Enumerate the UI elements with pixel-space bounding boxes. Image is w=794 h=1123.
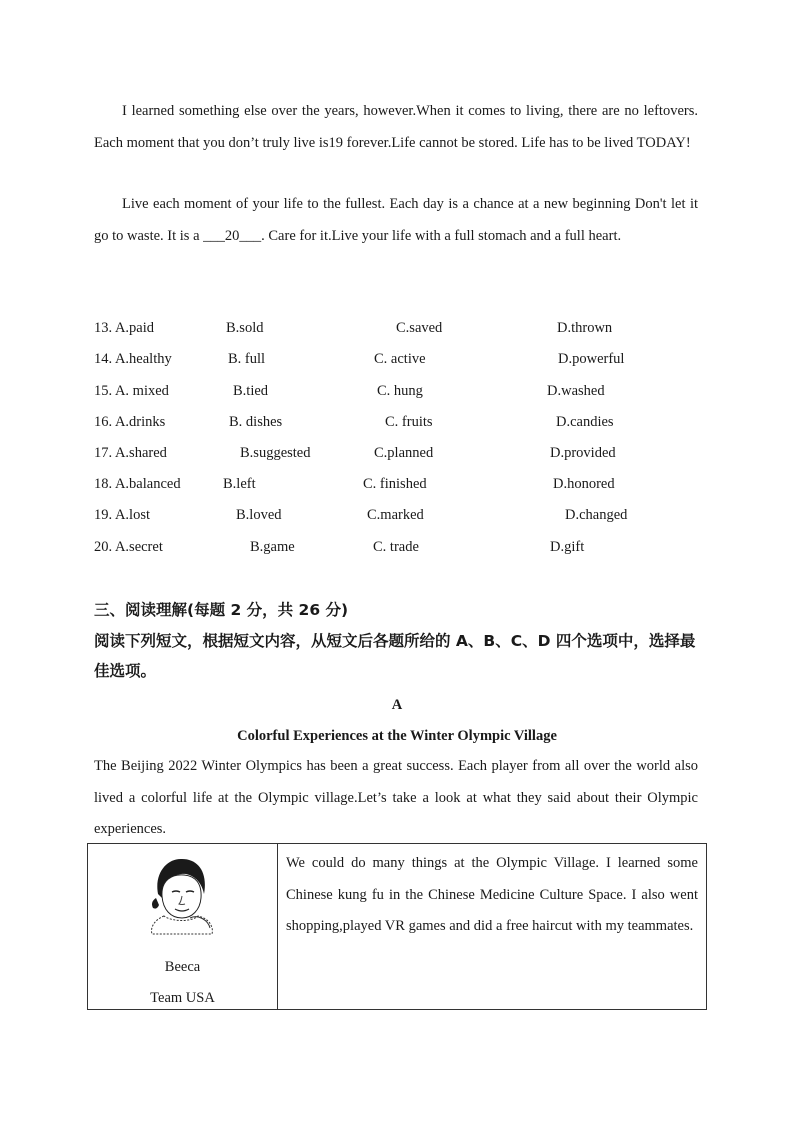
option-row-17	[94, 445, 714, 469]
option-14-b: B. full	[228, 351, 266, 367]
section-heading	[94, 595, 704, 625]
option-20-d: D.gift	[550, 539, 585, 555]
passage-title: Colorful Experiences at the Winter Olympic Village	[237, 728, 557, 744]
option-13-b: B.sold	[226, 320, 264, 336]
option-18-a: 18. A.balanced	[94, 476, 181, 492]
option-13-c: C.saved	[396, 320, 443, 336]
option-15-b: B.tied	[233, 383, 269, 399]
reading-intro	[94, 751, 698, 846]
passage-paragraph-2	[94, 189, 698, 252]
option-13-a: 13. A.paid	[94, 320, 155, 336]
option-17-c: C.planned	[374, 445, 434, 461]
option-16-b: B. dishes	[229, 414, 283, 430]
option-20-a: 20. A.secret	[94, 539, 163, 555]
option-row-13	[94, 320, 714, 344]
athlete-cell	[88, 844, 278, 1010]
option-18-c: C. finished	[363, 476, 427, 492]
passage-paragraph-1	[94, 96, 698, 159]
option-16-d: D.candies	[556, 414, 614, 430]
athlete-name-block	[88, 952, 277, 1014]
athlete-table	[87, 843, 707, 1010]
athlete-name: Beeca	[164, 959, 201, 975]
option-row-16	[94, 414, 714, 438]
passage-paragraph-1-text: I learned something else over the years, however.When it comes to living, there are no leftovers. Each moment that you don’t truly live is19 forever.Life cannot be stored. Life has to be lived TODAY!	[94, 103, 698, 151]
option-17-b: B.suggested	[240, 445, 311, 461]
option-15-d: D.washed	[547, 383, 605, 399]
option-17-d: D.provided	[550, 445, 616, 461]
option-18-b: B.left	[223, 476, 256, 492]
option-13-d: D.thrown	[557, 320, 613, 336]
option-18-d: D.honored	[553, 476, 615, 492]
section-heading-text: 三、阅读理解(每题 2 分，共 26 分)	[94, 601, 349, 619]
option-row-14	[94, 351, 714, 375]
athlete-team: Team USA	[150, 990, 215, 1006]
athlete-portrait	[144, 854, 218, 936]
option-row-18	[94, 476, 714, 500]
athlete-quote-cell	[278, 844, 707, 1010]
reading-intro-text: The Beijing 2022 Winter Olympics has been a great success. Each player from all over the world also lived a colorful life at the Olympic village.Let’s take a look at what they said about their Olympic experiences.	[94, 758, 698, 837]
option-row-19	[94, 507, 714, 531]
option-20-b: B.game	[250, 539, 295, 555]
section-instruction-text: 阅读下列短文，根据短文内容，从短文后各题所给的 A、B、C、D 四个选项中，选择最佳选项。	[94, 632, 696, 680]
option-20-c: C. trade	[373, 539, 419, 555]
option-19-c: C.marked	[367, 507, 424, 523]
option-19-d: D.changed	[565, 507, 628, 523]
option-15-a: 15. A. mixed	[94, 383, 169, 399]
passage-paragraph-2-text: Live each moment of your life to the fullest. Each day is a chance at a new beginning Don't let it go to waste. It is a ___20___. Care for it.Live your life with a full stomach and a full heart.	[94, 196, 698, 244]
option-16-a: 16. A.drinks	[94, 414, 166, 430]
option-row-20	[94, 539, 714, 563]
option-16-c: C. fruits	[385, 414, 433, 430]
passage-label: A	[391, 697, 403, 713]
option-14-d: D.powerful	[558, 351, 625, 367]
option-row-15	[94, 383, 714, 407]
option-19-a: 19. A.lost	[94, 507, 150, 523]
section-instruction	[94, 626, 704, 686]
option-14-a: 14. A.healthy	[94, 351, 172, 367]
option-17-a: 17. A.shared	[94, 445, 167, 461]
option-14-c: C. active	[374, 351, 426, 367]
option-15-c: C. hung	[377, 383, 423, 399]
option-19-b: B.loved	[236, 507, 282, 523]
athlete-quote: We could do many things at the Olympic Village. I learned some Chinese kung fu in the Chinese Medicine Culture Space. I also went shopping,played VR games and did a free haircut with my teammates.	[286, 855, 698, 934]
